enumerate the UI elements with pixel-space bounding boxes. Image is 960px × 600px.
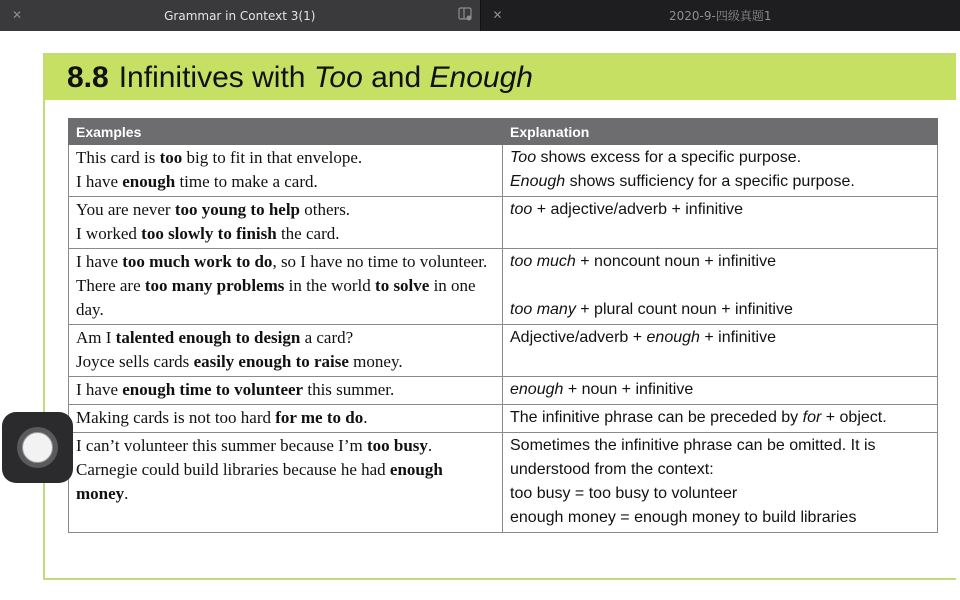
assistive-touch-inner [22, 432, 53, 463]
explanation-cell [503, 249, 938, 325]
examples-cell [69, 249, 503, 325]
example-line: I can’t volunteer this summer because I’m too busy. [76, 436, 433, 455]
table-row [69, 405, 938, 433]
table-row [69, 197, 938, 249]
close-icon[interactable]: ✕ [11, 8, 23, 22]
example-line: Joyce sells cards easily enough to raise money. [76, 352, 403, 371]
tab-2020-cet4[interactable] [480, 0, 960, 31]
title-enough: Enough [429, 61, 533, 94]
explanation-line: Enough shows sufficiency for a specific purpose. [510, 173, 855, 190]
title-and: and [371, 61, 422, 94]
split-view-icon[interactable] [458, 7, 472, 21]
explanation-cell [503, 405, 938, 433]
example-line: Am I talented enough to design a card? [76, 328, 354, 347]
example-line: Carnegie could build libraries because he had enough money. [76, 460, 443, 503]
table-row [69, 145, 938, 197]
examples-cell [69, 145, 503, 197]
table-header-row [69, 119, 938, 145]
example-line: I have too much work to do, so I have no time to volunteer. [76, 252, 488, 271]
example-line: There are too many problems in the world to solve in one day. [76, 276, 476, 319]
explanation-line: too busy = too busy to volunteer [510, 485, 738, 502]
explanation-cell [503, 197, 938, 249]
document-page [43, 53, 956, 580]
explanation-line: Too shows excess for a specific purpose. [510, 149, 802, 166]
examples-cell [69, 433, 503, 533]
table-row [69, 325, 938, 377]
table-row [69, 377, 938, 405]
explanation-line: too much + noncount noun + infinitive [510, 253, 776, 270]
assistive-touch-button[interactable] [2, 412, 73, 483]
title-too: Too [313, 61, 363, 94]
explanation-line: Adjective/adverb + enough + infinitive [510, 329, 776, 346]
explanation-line: The infinitive phrase can be preceded by for + object. [510, 409, 887, 426]
examples-cell [69, 405, 503, 433]
example-line: This card is too big to fit in that envelope. [76, 148, 363, 167]
example-line: I have enough time to make a card. [76, 172, 318, 191]
example-line: I have enough time to volunteer this summer. [76, 380, 395, 399]
table-row [69, 433, 938, 533]
tab-title: 2020-9-四级真题1 [669, 9, 772, 23]
header-examples: Examples [69, 119, 503, 145]
close-icon[interactable]: ✕ [492, 8, 503, 22]
header-explanation: Explanation [503, 119, 938, 145]
title-prefix: Infinitives with [118, 61, 306, 94]
example-line: Making cards is not too hard for me to do. [76, 408, 368, 427]
examples-cell [69, 325, 503, 377]
explanation-cell [503, 145, 938, 197]
explanation-line: Sometimes the infinitive phrase can be omitted. It is understood from the context: [510, 437, 876, 478]
section-header [45, 55, 956, 100]
example-line: You are never too young to help others. [76, 200, 351, 219]
examples-cell [69, 377, 503, 405]
explanation-cell [503, 325, 938, 377]
tab-grammar-in-context[interactable] [0, 0, 480, 31]
examples-cell [69, 197, 503, 249]
explanation-line: too + adjective/adverb + infinitive [510, 201, 744, 218]
explanation-line: enough money = enough money to build libraries [510, 509, 857, 526]
explanation-cell [503, 377, 938, 405]
explanation-line: too many + plural count noun + infinitive [510, 301, 793, 318]
section-title [67, 59, 533, 97]
section-number: 8.8 [67, 61, 109, 94]
example-line: I worked too slowly to finish the card. [76, 224, 340, 243]
table-row [69, 249, 938, 325]
explanation-cell [503, 433, 938, 533]
tab-title: Grammar in Context 3(1) [164, 8, 316, 23]
explanation-line: enough + noun + infinitive [510, 381, 694, 398]
grammar-table [68, 118, 938, 533]
tab-bar [0, 0, 960, 31]
